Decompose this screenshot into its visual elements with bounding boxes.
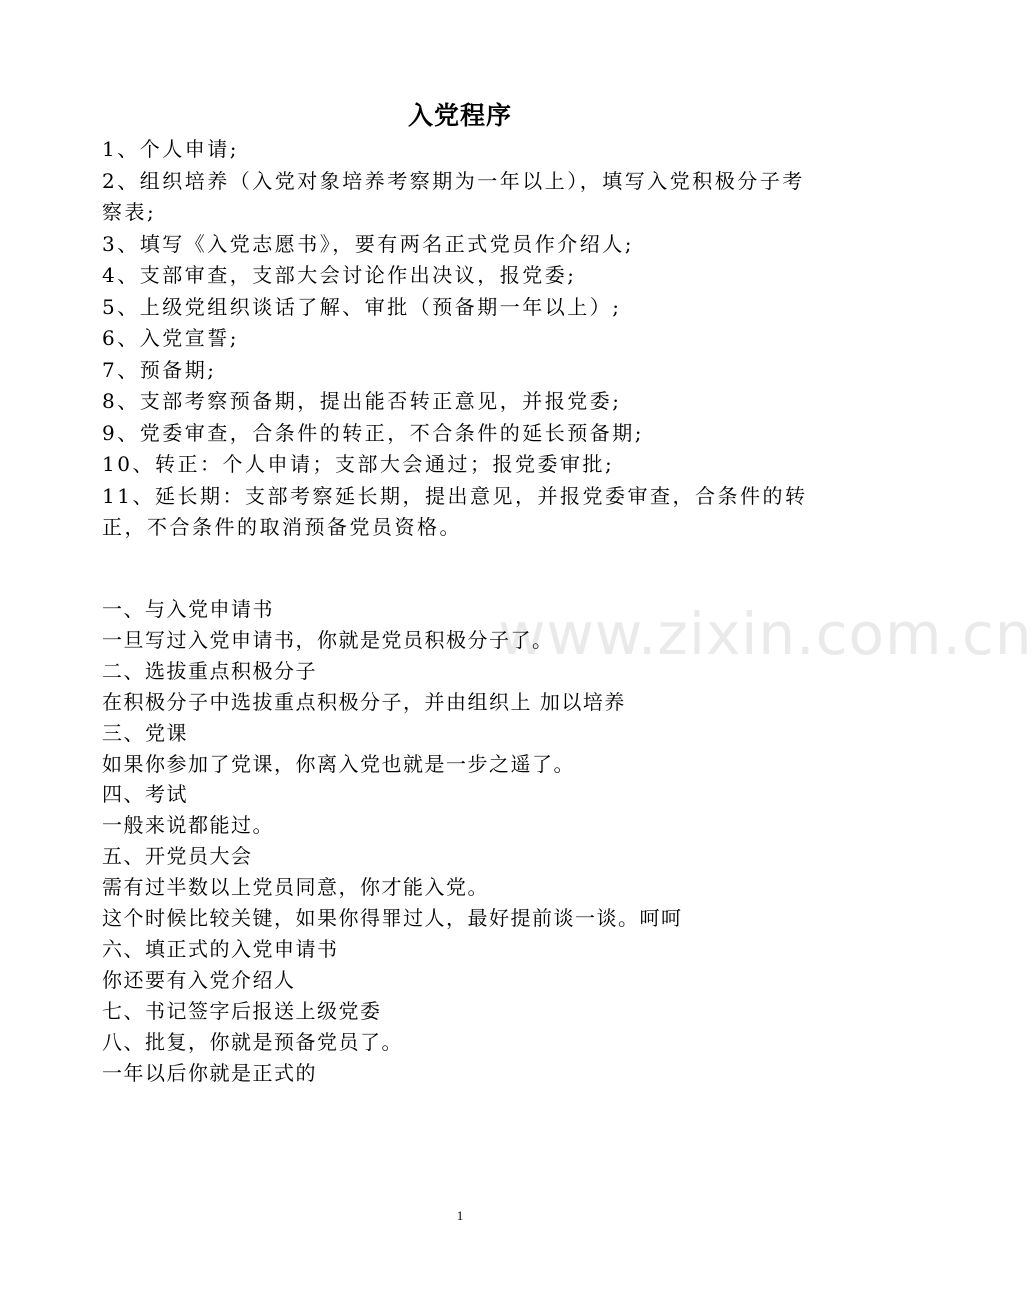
stage-heading-5: 五、开党员大会 <box>102 844 253 869</box>
step-item-6: 6、入党宣誓; <box>102 326 239 350</box>
stage-notes-list <box>102 594 820 1089</box>
stage-note-5a: 需有过半数以上党员同意，你才能入党。 <box>102 875 489 900</box>
step-item-5: 5、上级党组织谈话了解、审批（预备期一年以上）; <box>102 294 622 319</box>
stage-note-3: 如果你参加了党课，你离入党也就是一步之遥了。 <box>102 751 575 776</box>
stage-note-2: 在积极分子中选拔重点积极分子，并由组织上 加以培养 <box>102 689 626 714</box>
stage-heading-2: 二、选拔重点积极分子 <box>102 658 317 683</box>
procedure-steps-list <box>102 134 820 544</box>
step-item-4: 4、支部审查，支部大会讨论作出决议，报党委; <box>102 263 577 287</box>
document-title: 入党程序 <box>407 101 512 130</box>
stage-note-8: 一年以后你就是正式的 <box>102 1060 317 1085</box>
step-item-11: 11、延长期：支部考察延长期，提出意见，并报党委审查，合条件的转正，不合条件的取消预备党员资格。 <box>102 483 808 539</box>
step-item-1: 1、个人申请; <box>102 137 239 161</box>
page-number: 1 <box>456 1208 464 1223</box>
stage-heading-6: 六、填正式的入党申请书 <box>102 936 339 961</box>
step-item-7: 7、预备期; <box>102 357 217 382</box>
step-item-8: 8、支部考察预备期，提出能否转正意见，并报党委; <box>102 389 622 413</box>
stage-heading-7: 七、书记签字后报送上级党委 <box>102 998 382 1023</box>
stage-note-6: 你还要有入党介绍人 <box>102 967 296 992</box>
stage-heading-3: 三、党课 <box>102 720 188 745</box>
step-item-2: 2、组织培养（入党对象培养考察期为一年以上），填写入党积极分子考察表; <box>102 168 805 224</box>
stage-heading-8: 八、批复，你就是预备党员了。 <box>102 1029 403 1054</box>
step-item-9: 9、党委审查，合条件的转正，不合条件的延长预备期; <box>102 420 644 445</box>
stage-note-1: 一旦写过入党申请书，你就是党员积极分子了。 <box>102 627 554 652</box>
stage-note-5b: 这个时候比较关键，如果你得罪过人，最好提前谈一谈。呵呵 <box>102 906 683 931</box>
step-item-3: 3、填写《入党志愿书》，要有两名正式党员作介绍人; <box>102 231 634 256</box>
stage-heading-4: 四、考试 <box>102 782 188 807</box>
step-item-10: 10、转正：个人申请；支部大会通过；报党委审批; <box>102 452 615 476</box>
stage-note-4: 一般来说都能过。 <box>102 813 274 838</box>
stage-heading-1: 一、与入党申请书 <box>102 597 274 621</box>
watermark-text: www.zixin.com.cn <box>498 600 1033 668</box>
